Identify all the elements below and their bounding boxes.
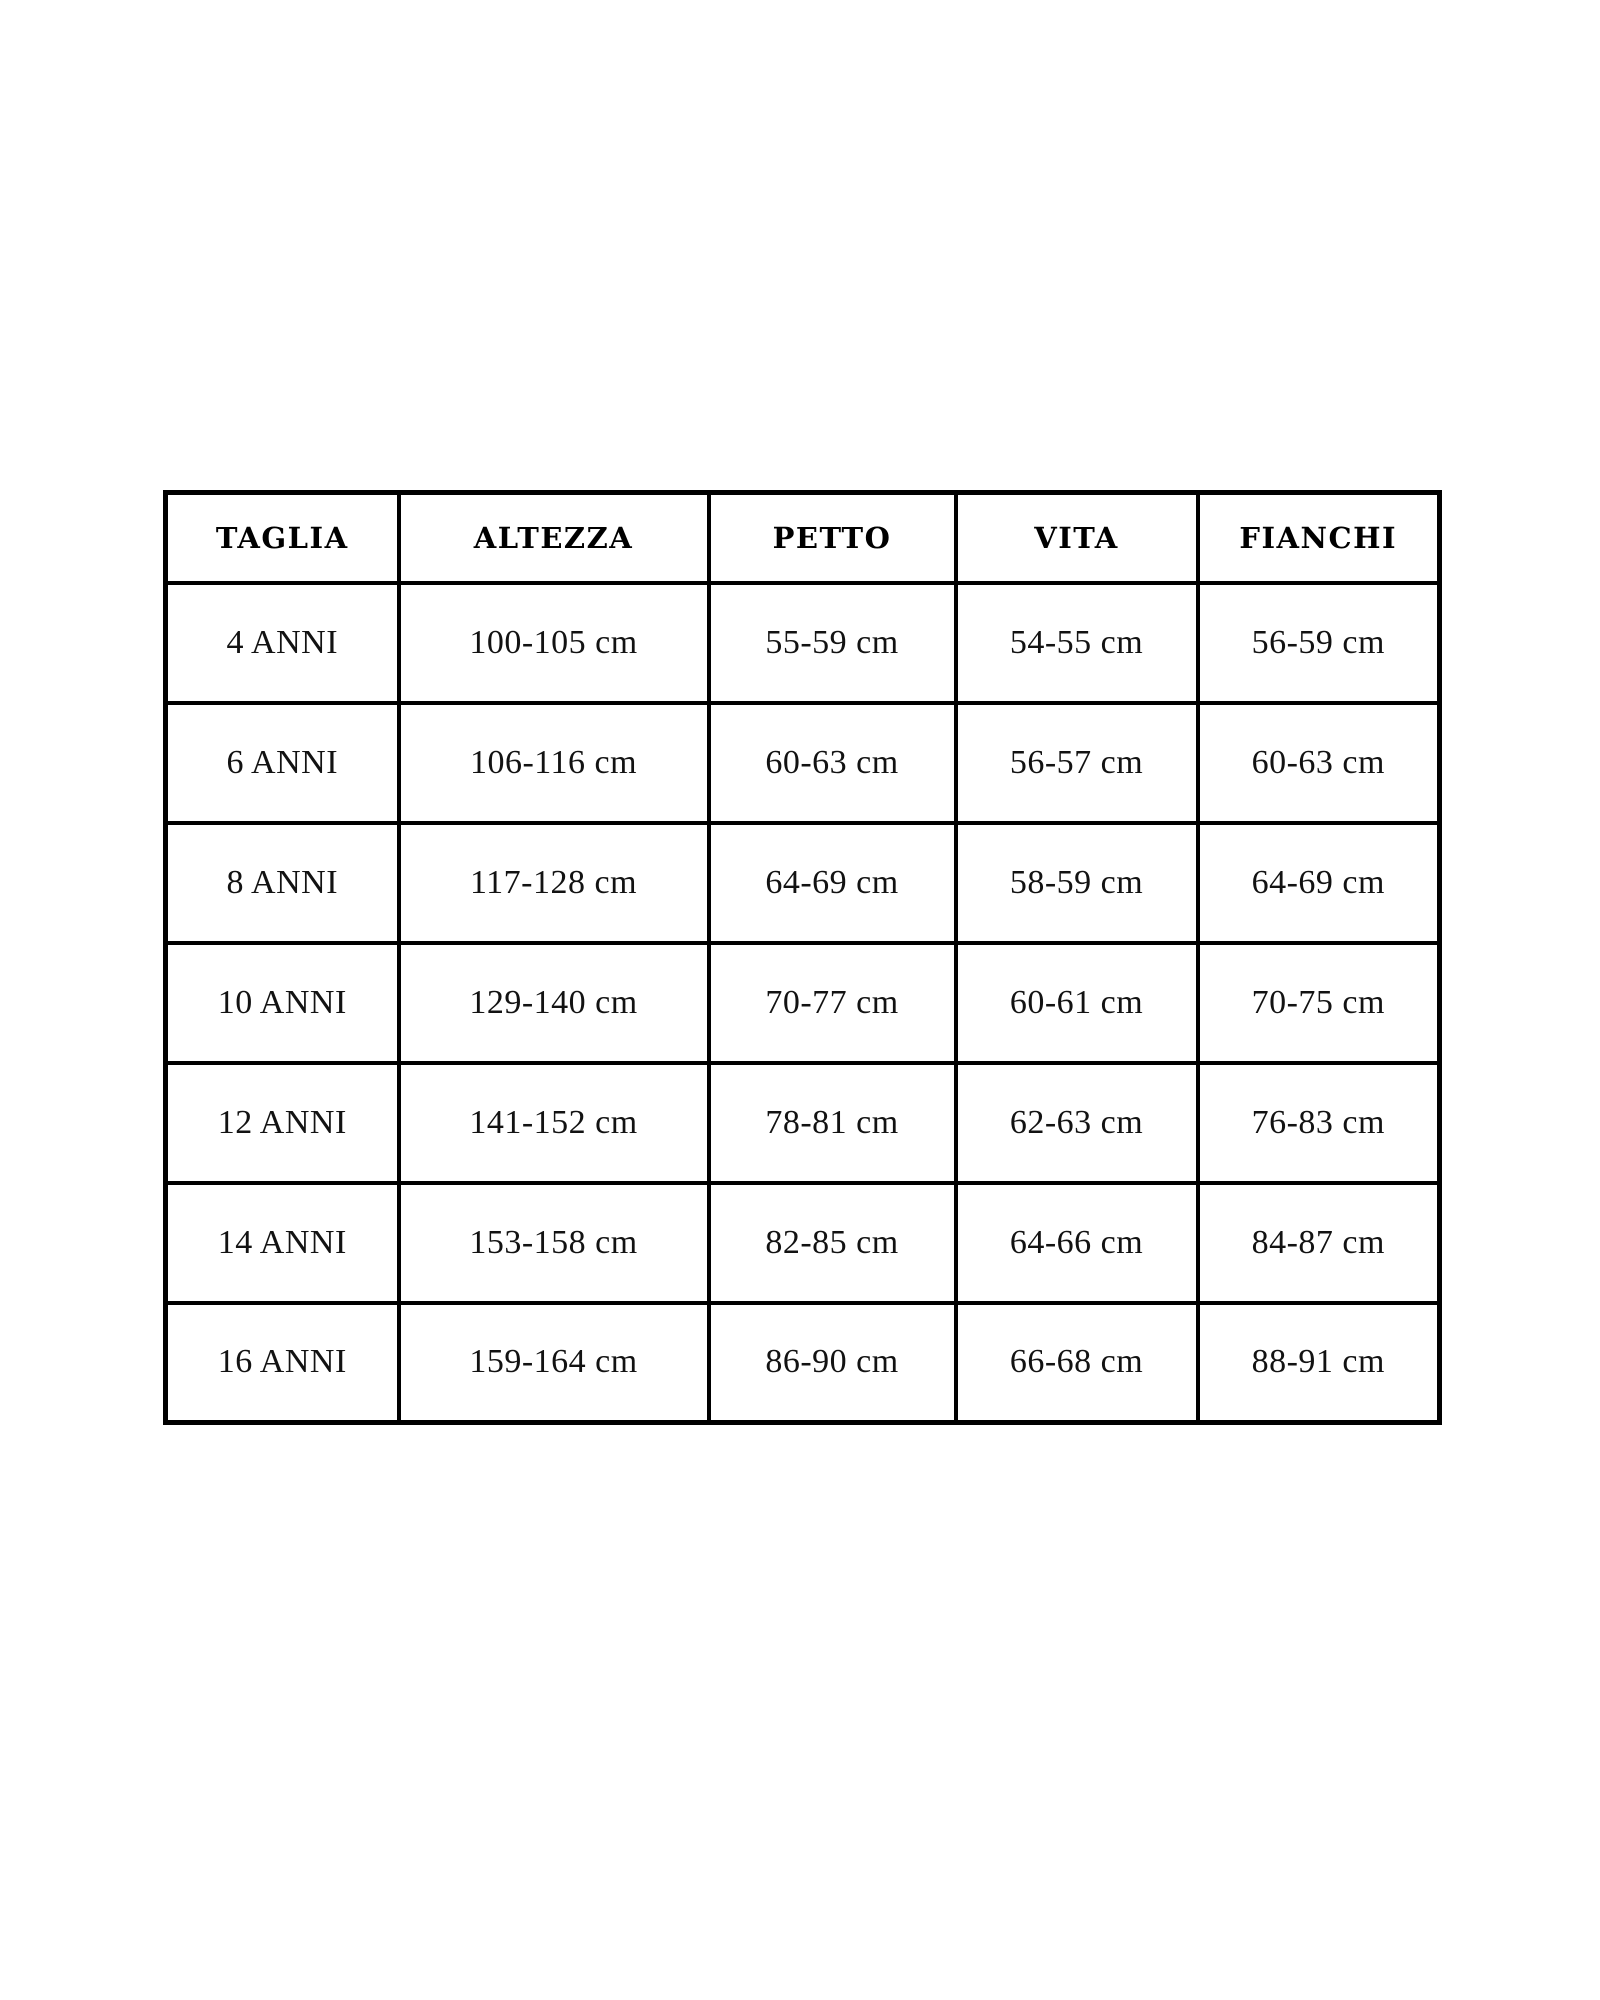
cell-vita: 60-61 cm [956,943,1198,1063]
table-row [166,943,1440,1063]
cell-altezza: 117-128 cm [399,823,709,943]
column-header-altezza: ALTEZZA [399,493,709,583]
column-header-fianchi: FIANCHI [1198,493,1440,583]
cell-fianchi: 84-87 cm [1198,1183,1440,1303]
cell-fianchi: 60-63 cm [1198,703,1440,823]
cell-vita: 54-55 cm [956,583,1198,703]
size-chart-table [163,490,1442,1425]
cell-vita: 66-68 cm [956,1303,1198,1423]
size-chart-container [163,490,1442,1425]
cell-altezza: 106-116 cm [399,703,709,823]
header-row [166,493,1440,583]
cell-altezza: 129-140 cm [399,943,709,1063]
cell-taglia: 4 ANNI [166,583,399,703]
table-row [166,583,1440,703]
table-row [166,1303,1440,1423]
column-header-vita: VITA [956,493,1198,583]
cell-altezza: 100-105 cm [399,583,709,703]
cell-altezza: 141-152 cm [399,1063,709,1183]
cell-fianchi: 64-69 cm [1198,823,1440,943]
cell-vita: 58-59 cm [956,823,1198,943]
column-header-taglia: TAGLIA [166,493,399,583]
cell-petto: 60-63 cm [709,703,956,823]
cell-petto: 86-90 cm [709,1303,956,1423]
cell-petto: 82-85 cm [709,1183,956,1303]
cell-altezza: 159-164 cm [399,1303,709,1423]
cell-taglia: 14 ANNI [166,1183,399,1303]
cell-fianchi: 76-83 cm [1198,1063,1440,1183]
cell-taglia: 16 ANNI [166,1303,399,1423]
column-header-petto: PETTO [709,493,956,583]
cell-taglia: 8 ANNI [166,823,399,943]
cell-taglia: 6 ANNI [166,703,399,823]
cell-fianchi: 56-59 cm [1198,583,1440,703]
cell-taglia: 12 ANNI [166,1063,399,1183]
table-row [166,1063,1440,1183]
table-row [166,1183,1440,1303]
cell-petto: 64-69 cm [709,823,956,943]
cell-petto: 55-59 cm [709,583,956,703]
cell-vita: 56-57 cm [956,703,1198,823]
cell-petto: 70-77 cm [709,943,956,1063]
cell-taglia: 10 ANNI [166,943,399,1063]
table-row [166,823,1440,943]
cell-altezza: 153-158 cm [399,1183,709,1303]
cell-petto: 78-81 cm [709,1063,956,1183]
cell-fianchi: 70-75 cm [1198,943,1440,1063]
cell-vita: 64-66 cm [956,1183,1198,1303]
cell-vita: 62-63 cm [956,1063,1198,1183]
table-row [166,703,1440,823]
cell-fianchi: 88-91 cm [1198,1303,1440,1423]
